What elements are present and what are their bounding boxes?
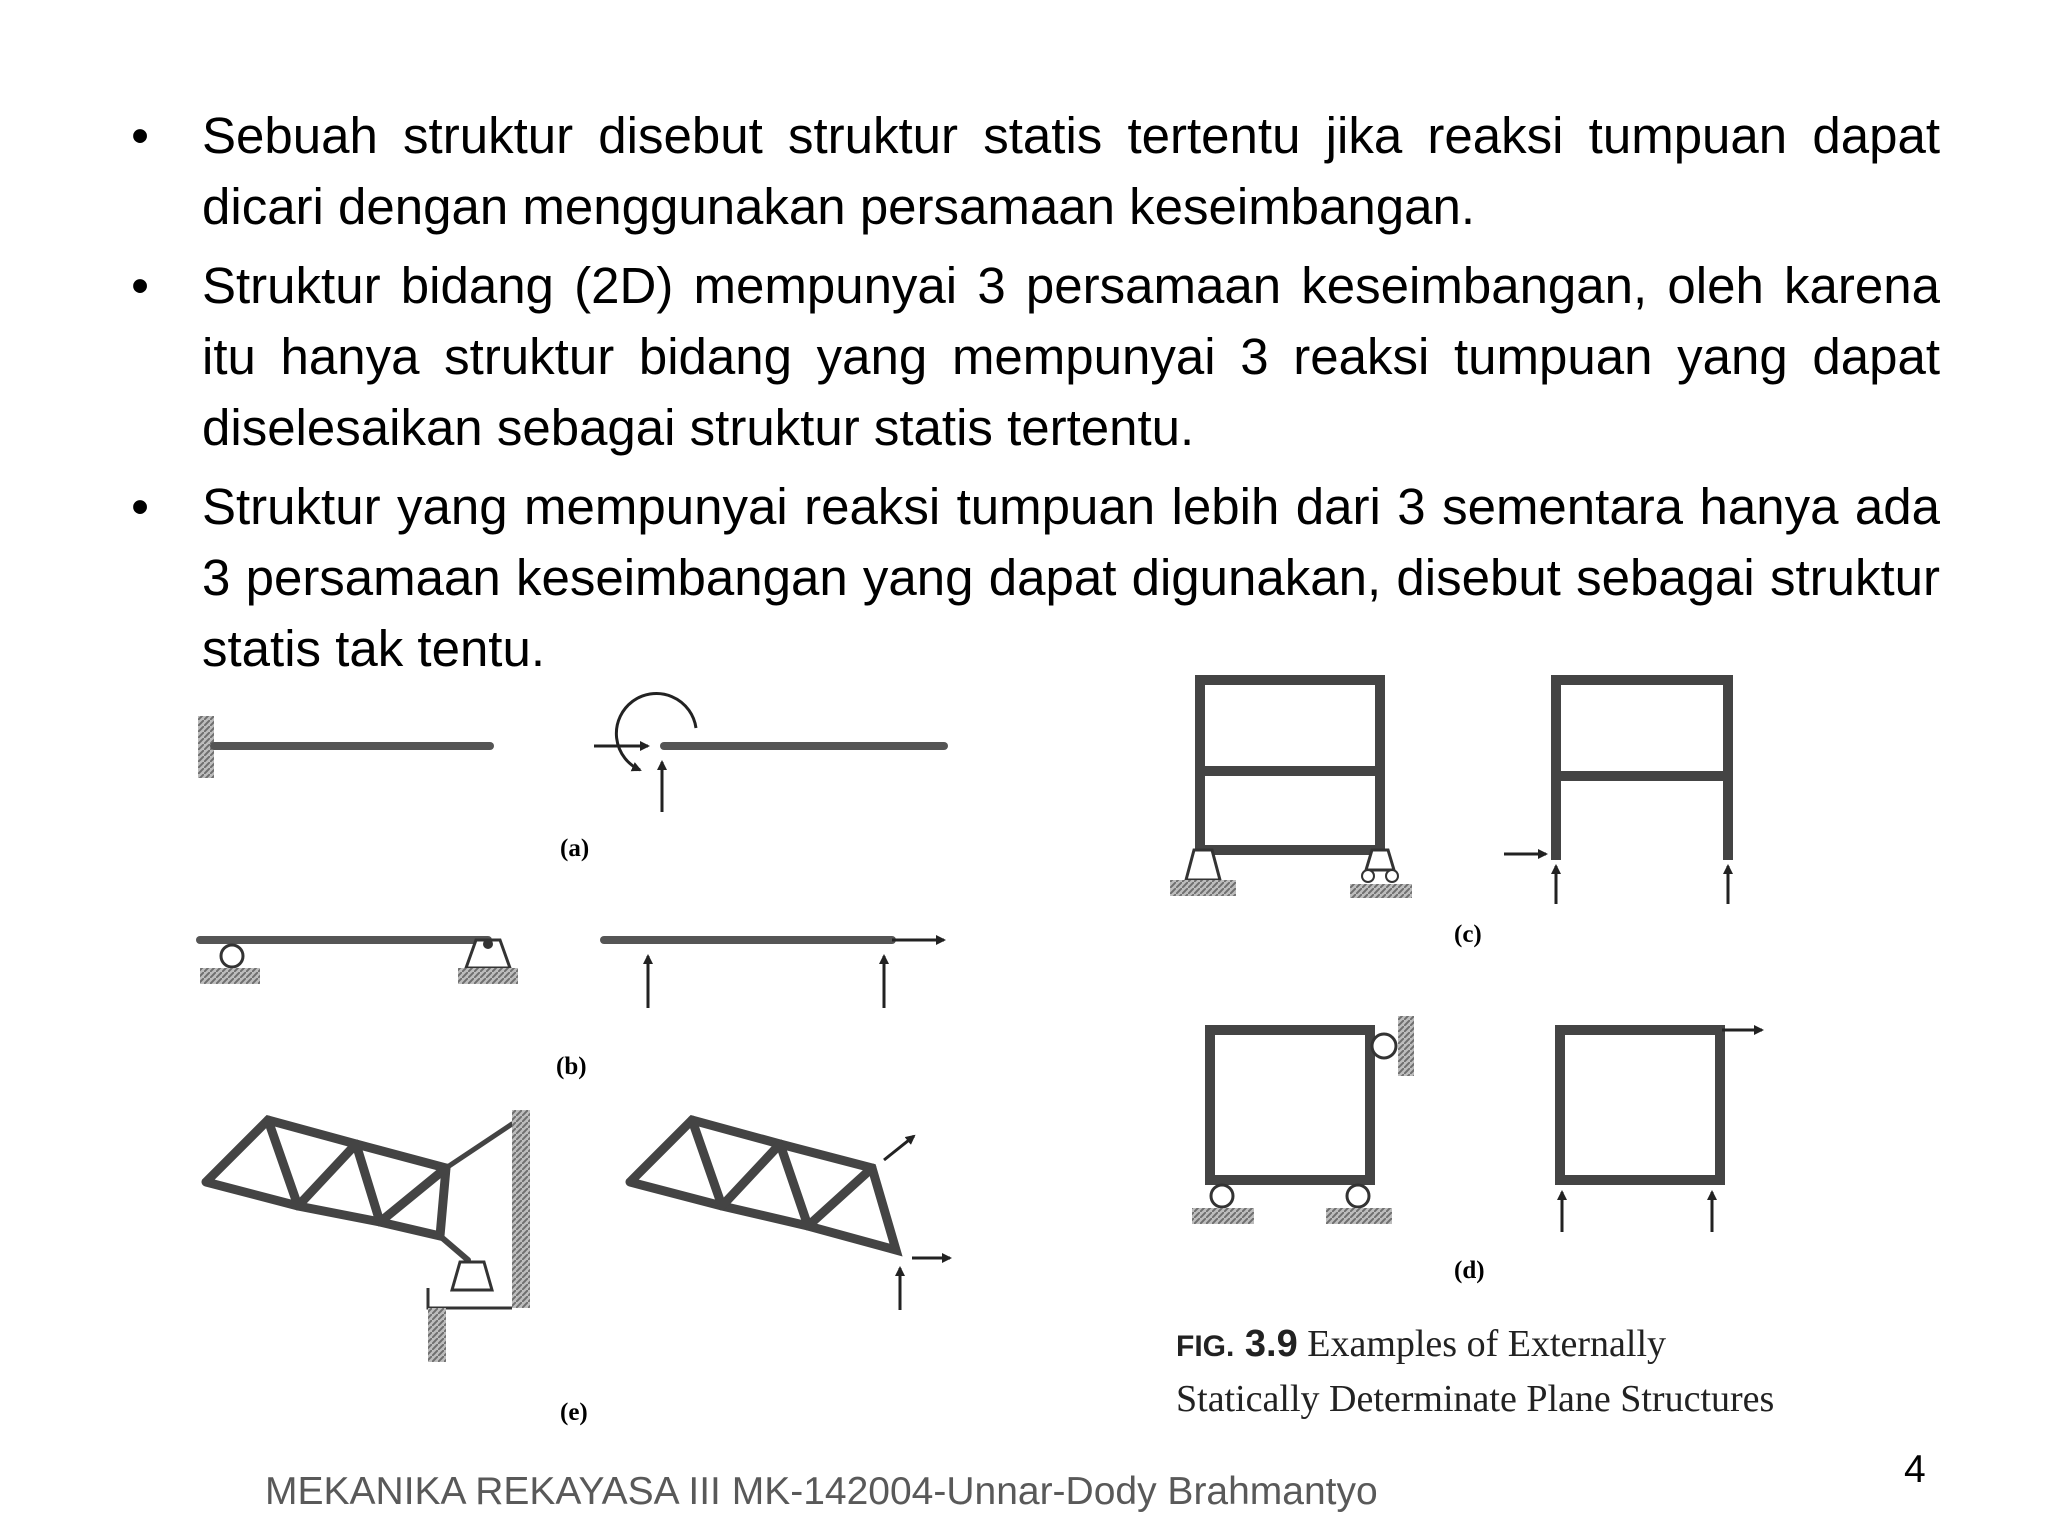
frame-outline bbox=[1210, 1030, 1370, 1180]
truss-member bbox=[692, 1120, 722, 1206]
diagram-a-cantilever bbox=[198, 694, 944, 812]
label-a: (a) bbox=[560, 835, 590, 862]
bullet-text: Struktur bidang (2D) mempunyai 3 persamaan keseimbangan, oleh karena itu hanya struktur bidang yang mempunyai 3 reaksi tumpuan yang dapat diselesaikan sebagai struktur statis tertentu. bbox=[202, 257, 1940, 456]
ledge-hatch bbox=[428, 1308, 446, 1362]
truss-member bbox=[356, 1144, 380, 1222]
caption-text-2: Statically Determinate Plane Structures bbox=[1176, 1378, 1775, 1420]
roller bbox=[1386, 870, 1398, 882]
roller-support bbox=[1211, 1185, 1233, 1207]
caption-line-1 bbox=[1176, 1318, 1896, 1373]
roller-support bbox=[221, 945, 243, 967]
truss-member bbox=[808, 1168, 872, 1226]
frame-top bbox=[1200, 676, 1380, 682]
inclined-reaction-arrow bbox=[884, 1136, 914, 1160]
ground bbox=[458, 968, 518, 984]
ground bbox=[1192, 1208, 1254, 1224]
diagram-c-frame bbox=[1200, 680, 1380, 850]
wall bbox=[1398, 1016, 1414, 1076]
diagram-e-truss-freebody bbox=[630, 1120, 896, 1250]
figure-caption bbox=[1176, 1318, 1896, 1425]
slide-footer: MEKANIKA REKAYASA III MK-142004-Unnar-Dody Brahmantyo bbox=[265, 1470, 1378, 1513]
bullet-dot: • bbox=[131, 257, 149, 314]
label-b: (b) bbox=[556, 1053, 587, 1080]
label-e: (e) bbox=[560, 1399, 588, 1426]
bullet-text: Sebuah struktur disebut struktur statis tertentu jika reaksi tumpuan dapat dicari dengan menggunakan persamaan keseimbangan. bbox=[202, 107, 1940, 235]
ground bbox=[1350, 884, 1412, 898]
diagram-c-frame-freebody bbox=[1551, 676, 1733, 860]
caption-text-1: Examples of Externally bbox=[1307, 1323, 1667, 1365]
truss-member bbox=[722, 1144, 780, 1206]
truss-member bbox=[268, 1120, 298, 1206]
diagram-e-truss bbox=[206, 1120, 512, 1260]
truss-member bbox=[440, 1236, 468, 1260]
wall bbox=[512, 1110, 530, 1308]
bullet-text: Struktur yang mempunyai reaksi tumpuan lebih dari 3 sementara hanya ada 3 persamaan keseimbangan yang dapat digunakan, disebut sebagai struktur statis tak tentu. bbox=[202, 478, 1940, 677]
roller bbox=[1362, 870, 1374, 882]
ground bbox=[200, 968, 260, 984]
diagram-d-closed-frame bbox=[1192, 1016, 1414, 1224]
pin-support bbox=[452, 1262, 492, 1290]
roller-support bbox=[1372, 1034, 1396, 1058]
ground bbox=[1170, 880, 1236, 896]
link-support bbox=[446, 1124, 512, 1168]
caption-fig-word: FIG. bbox=[1176, 1330, 1235, 1363]
frame-outline bbox=[1560, 1030, 1720, 1180]
page-number: 4 bbox=[1904, 1448, 1926, 1491]
label-c: (c) bbox=[1454, 921, 1482, 948]
ground bbox=[1326, 1208, 1392, 1224]
diagram-b-simple-beam bbox=[200, 939, 944, 1008]
frame-outline bbox=[1200, 680, 1380, 850]
truss-member bbox=[298, 1144, 356, 1206]
label-d: (d) bbox=[1454, 1257, 1485, 1284]
bullet-dot: • bbox=[131, 107, 149, 164]
diagram-d-closed-frame-freebody bbox=[1560, 1030, 1762, 1232]
caption-fig-number: 3.9 bbox=[1244, 1323, 1298, 1365]
roller-support bbox=[1366, 850, 1394, 870]
truss-member bbox=[380, 1168, 446, 1222]
bullet-dot: • bbox=[131, 478, 149, 535]
caption-number bbox=[1176, 1323, 1298, 1365]
truss-member bbox=[780, 1144, 808, 1226]
moment-reaction-arrow bbox=[616, 694, 696, 770]
roller-support bbox=[1347, 1185, 1369, 1207]
pin-joint bbox=[483, 939, 493, 949]
